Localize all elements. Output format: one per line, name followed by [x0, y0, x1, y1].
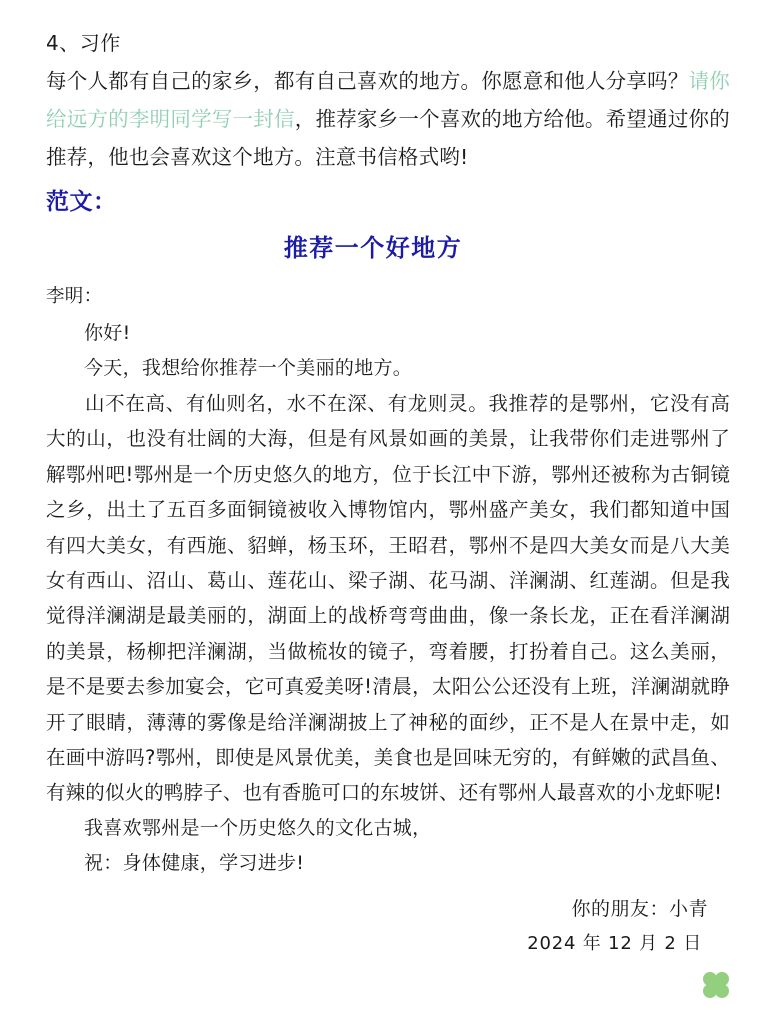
letter-greeting: 你好! — [84, 322, 131, 344]
sample-essay-label: 范文： — [46, 189, 117, 215]
signature-name: 你的朋友：小青 — [571, 897, 708, 920]
prompt-text-after-highlight: ，推荐家乡一个喜欢的地方给他。希望通过你的推荐，他也会喜欢这个地方。注意书信格式哟! — [46, 107, 730, 169]
four-leaf-clover-icon — [699, 968, 733, 1002]
prompt-text-before-highlight: 每个人都有自己的家乡，都有自己喜欢的地方。你愿意和他人分享吗？ — [46, 69, 689, 93]
prompt-body — [46, 62, 730, 176]
essay-title: 推荐一个好地方 — [283, 234, 463, 262]
letter-section — [46, 280, 730, 961]
letter-body-paragraph: 山不在高、有仙则名，水不在深、有龙则灵。我推荐的是鄂州，它没有高大的山，也没有壮阔的大海，但是有风景如画的美景，让我带你们走进鄂州了解鄂州吧!鄂州是一个历史悠久的地方，位于长江中下游，鄂州还被称为古铜镜之乡，出土了五百多面铜镜被收入博物馆内，鄂州盛产美女，我们都知道中国有四大美女，有西施、貂蝉，杨玉环，王昭君，鄂州不是四大美女而是八大美女有西山、沼山、葛山、莲花山、梁子湖、花马湖、洋澜湖、红莲湖。但是我觉得洋澜湖是最美丽的，湖面上的战桥弯弯曲曲，像一条长龙，正在看洋澜湖的美景，杨柳把洋澜湖，当做梳妆的镜子，弯着腰，打扮着自己。这么美丽，是不是要去参加宴会，它可真爱美呀!清晨，太阳公公还没有上班，洋澜湖就睁开了眼睛，薄薄的雾像是给洋澜湖披上了神秘的面纱，正不是人在景中走，如在画中游吗?鄂州，即使是风景优美，美食也是回味无穷的，有鲜嫩的武昌鱼、有辣的似火的鸭脖子、也有香脆可口的东坡饼、还有鄂州人最喜欢的小龙虾呢! — [46, 392, 730, 805]
signature-date: 2024 年 12 月 2 日 — [527, 932, 702, 954]
letter-salutation: 李明： — [46, 286, 103, 307]
letter-conclusion: 我喜欢鄂州是一个历史悠久的文化古城， — [84, 816, 432, 839]
prompt-heading: 4、习作 — [46, 31, 121, 55]
prompt-section — [46, 26, 730, 176]
signature-block — [46, 891, 730, 961]
letter-opening: 今天，我想给你推荐一个美丽的地方。 — [84, 357, 413, 379]
letter-blessing: 祝：身体健康，学习进步! — [84, 851, 305, 874]
prompt-highlighted-instruction: 请你给远方的李明同学写一封信 — [46, 69, 730, 131]
